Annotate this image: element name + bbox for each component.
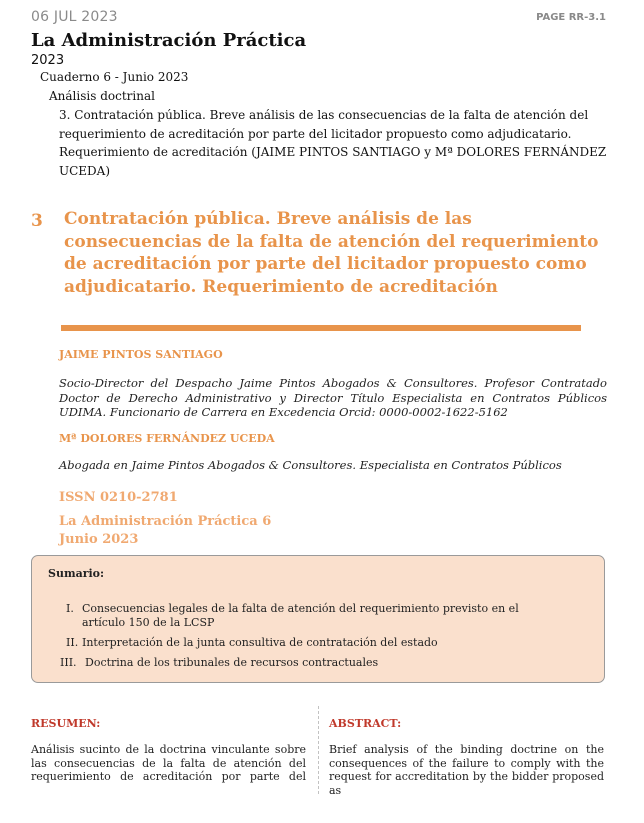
issue-breadcrumb[interactable]: Cuaderno 6 - Junio 2023 (40, 70, 189, 84)
resumen-text: Análisis sucinto de la doctrina vinculante sobre las consecuencias de la falta de atención del requerimiento de acreditación por parte del (31, 743, 306, 784)
publication-title: La Administración Práctica (31, 30, 307, 51)
resumen-heading: RESUMEN: (31, 717, 101, 730)
summary-item[interactable] (60, 602, 530, 630)
summary-box (31, 555, 605, 683)
summary-item-label: Doctrina de los tribunales de recursos contractuales (85, 656, 379, 669)
author-affiliation: Abogada en Jaime Pintos Abogados & Consultores. Especialista en Contratos Públicos (59, 458, 562, 472)
summary-item-label: Interpretación de la junta consultiva de contratación del estado (82, 636, 438, 649)
issn: ISSN 0210-2781 (59, 490, 178, 505)
publication-date: Junio 2023 (59, 532, 139, 547)
author-affiliation: Socio-Director del Despacho Jaime Pintos Abogados & Consultores. Profesor Contratado Doctor de Derecho Administrativo y Director Título Especialista en Contratos Públicos UDIMA. Funcionario de Carrera en Excedencia Orcid: 0000-0002-1622-5162 (59, 376, 607, 419)
summary-item-label: Consecuencias legales de la falta de atención del requerimiento previsto en el artículo 150 de la LCSP (82, 602, 519, 629)
summary-item-number: II. (66, 636, 79, 649)
summary-item[interactable] (60, 636, 530, 650)
summary-item-number: III. (60, 656, 77, 669)
section-breadcrumb[interactable]: Análisis doctrinal (49, 89, 155, 103)
abstract-text: Brief analysis of the binding doctrine on the consequences of the failure to comply with the request for accreditation by the bidder proposed as (329, 743, 604, 797)
column-divider (318, 706, 319, 794)
publication-year: 2023 (31, 53, 65, 68)
document-date: 06 JUL 2023 (31, 9, 118, 25)
article-number: 3 (31, 211, 43, 231)
author-name: JAIME PINTOS SANTIAGO (59, 348, 223, 361)
summary-item-number: I. (66, 602, 74, 615)
title-underline (61, 325, 581, 331)
abstract-heading: ABSTRACT: (329, 717, 402, 730)
author-name: Mª DOLORES FERNÁNDEZ UCEDA (59, 432, 275, 445)
publication-issue: La Administración Práctica 6 (59, 514, 272, 529)
page-number: PAGE RR-3.1 (536, 12, 606, 23)
summary-list (60, 602, 530, 676)
article-title: Contratación pública. Breve análisis de las consecuencias de la falta de atención del requerimiento de acreditación por parte del licitador propuesto como adjudicatario. Requerimiento de acreditación (64, 209, 599, 297)
summary-item[interactable] (60, 656, 530, 670)
article-breadcrumb[interactable]: 3. Contratación pública. Breve análisis de las consecuencias de la falta de atención del requerimiento de acreditación por parte del licitador propuesto como adjudicatario. Requerimiento de acreditación (JAIME PINTOS SANTIAGO y Mª DOLORES FERNÁNDEZ UCEDA) (59, 108, 607, 178)
summary-title: Sumario: (48, 567, 105, 580)
